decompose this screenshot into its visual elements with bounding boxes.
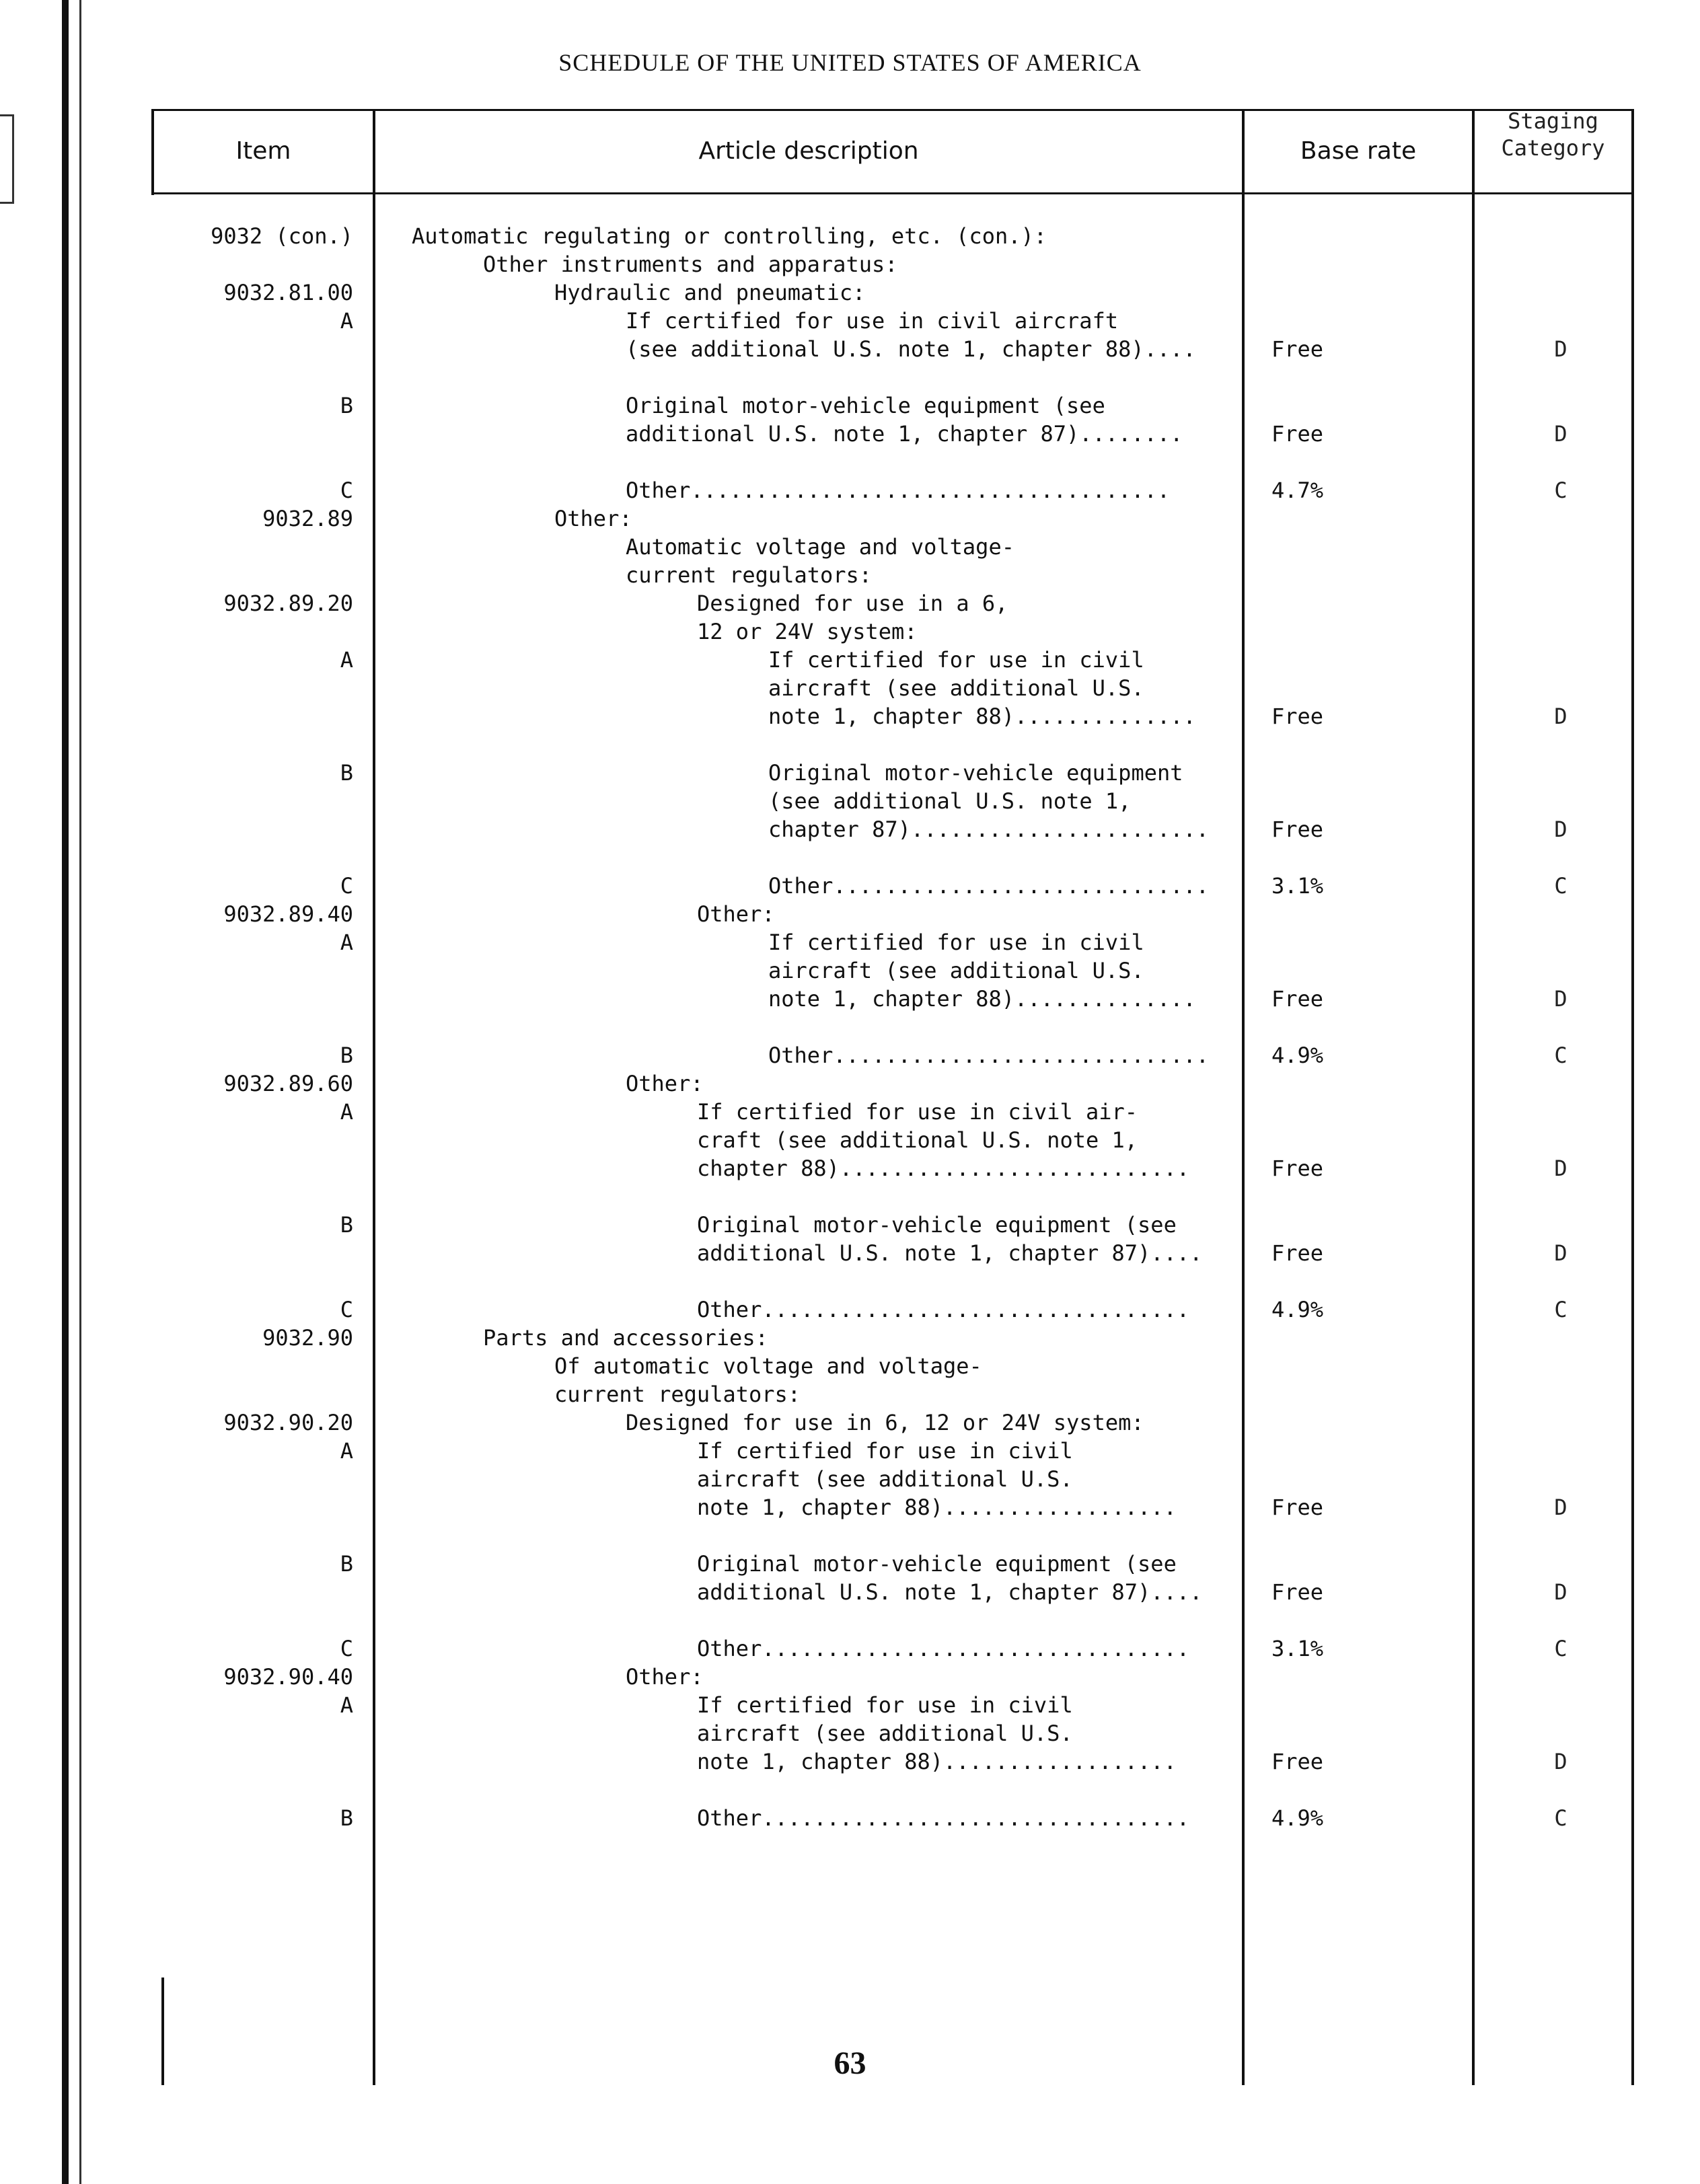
article-description: craft (see additional U.S. note 1, xyxy=(697,1127,1138,1153)
base-rate: Free xyxy=(1271,986,1324,1012)
base-rate: Free xyxy=(1271,1495,1324,1520)
article-description: Other..................................... xyxy=(626,478,1171,503)
article-description: If certified for use in civil xyxy=(768,930,1144,955)
staging-category: D xyxy=(1554,1156,1567,1181)
page-title: SCHEDULE OF THE UNITED STATES OF AMERICA xyxy=(558,49,1142,76)
article-description: Automatic regulating or controlling, etc. (con.): xyxy=(412,223,1047,249)
staging-category: D xyxy=(1554,1579,1567,1605)
article-description: current regulators: xyxy=(626,562,873,588)
item-number: 9032.90.20 xyxy=(223,1410,353,1435)
article-description: Other: xyxy=(697,901,775,927)
staging-category: D xyxy=(1554,704,1567,729)
article-description: additional U.S. note 1, chapter 87)........ xyxy=(626,421,1183,447)
item-number: C xyxy=(340,1636,353,1661)
article-description: chapter 88)........................... xyxy=(697,1156,1190,1181)
article-description: aircraft (see additional U.S. xyxy=(697,1721,1073,1746)
base-rate: 3.1% xyxy=(1271,873,1324,899)
article-description: current regulators: xyxy=(554,1382,801,1407)
header-base-rate: Base rate xyxy=(1300,137,1417,165)
article-description: note 1, chapter 88).............. xyxy=(768,704,1196,729)
base-rate: Free xyxy=(1271,817,1324,842)
item-number: B xyxy=(340,1805,353,1831)
staging-category: C xyxy=(1554,873,1567,899)
item-number: A xyxy=(340,930,353,955)
item-number: B xyxy=(340,1551,353,1577)
item-number: 9032 (con.) xyxy=(211,223,353,249)
article-description: Of automatic voltage and voltage- xyxy=(554,1353,982,1379)
article-description: (see additional U.S. note 1, xyxy=(768,788,1132,814)
header-staging-line2: Category xyxy=(1501,135,1605,161)
staging-category: C xyxy=(1554,1636,1567,1661)
article-description: chapter 87)....................... xyxy=(768,817,1210,842)
article-description: 12 or 24V system: xyxy=(697,619,918,644)
column-divider-right xyxy=(1631,109,1634,2085)
item-number: A xyxy=(340,1099,353,1125)
scan-edge-line xyxy=(79,0,81,2184)
article-description: Other................................. xyxy=(697,1636,1190,1661)
article-description: additional U.S. note 1, chapter 87).... xyxy=(697,1240,1203,1266)
article-description: note 1, chapter 88).................. xyxy=(697,1749,1177,1774)
staging-category: D xyxy=(1554,1749,1567,1774)
page-number: 63 xyxy=(834,2045,866,2081)
base-rate: Free xyxy=(1271,421,1324,447)
article-description: aircraft (see additional U.S. xyxy=(768,675,1144,701)
article-description: Other: xyxy=(554,506,632,531)
article-description: aircraft (see additional U.S. xyxy=(768,958,1144,983)
staging-category: C xyxy=(1554,1297,1567,1322)
scan-binding-edge-left xyxy=(62,0,69,2184)
article-description: note 1, chapter 88).................. xyxy=(697,1495,1177,1520)
staging-category: D xyxy=(1554,1495,1567,1520)
staging-category: C xyxy=(1554,1805,1567,1831)
article-description: Other................................. xyxy=(697,1297,1190,1322)
article-description: Parts and accessories: xyxy=(483,1325,768,1351)
staging-category: D xyxy=(1554,421,1567,447)
base-rate: Free xyxy=(1271,704,1324,729)
item-number: B xyxy=(340,393,353,418)
article-description: If certified for use in civil aircraft xyxy=(626,308,1119,334)
item-number: 9032.89.20 xyxy=(223,591,353,616)
base-rate: 4.9% xyxy=(1271,1805,1324,1831)
item-number: 9032.90.40 xyxy=(223,1664,353,1690)
article-description: Other instruments and apparatus: xyxy=(483,252,898,277)
header-staging-line1: Staging xyxy=(1508,108,1598,134)
article-description: Other................................. xyxy=(697,1805,1190,1831)
header-item: Item xyxy=(235,137,291,165)
item-number: 9032.89.40 xyxy=(223,901,353,927)
article-description: Designed for use in a 6, xyxy=(697,591,1008,616)
article-description: Designed for use in 6, 12 or 24V system: xyxy=(626,1410,1144,1435)
article-description: Original motor-vehicle equipment xyxy=(768,760,1183,786)
article-description: additional U.S. note 1, chapter 87).... xyxy=(697,1579,1203,1605)
article-description: If certified for use in civil xyxy=(697,1692,1073,1718)
header-article-description: Article description xyxy=(698,137,919,165)
item-number: 9032.89.60 xyxy=(223,1071,353,1096)
item-number: 9032.89 xyxy=(262,506,353,531)
item-number: B xyxy=(340,1043,353,1068)
article-description: Other: xyxy=(626,1664,704,1690)
column-divider-item-desc xyxy=(373,109,375,2085)
article-description: If certified for use in civil xyxy=(697,1438,1073,1464)
item-number: C xyxy=(340,873,353,899)
article-description: Other............................. xyxy=(768,873,1210,899)
article-description: Other: xyxy=(626,1071,704,1096)
base-rate: Free xyxy=(1271,336,1324,362)
base-rate: Free xyxy=(1271,1156,1324,1181)
article-description: If certified for use in civil xyxy=(768,647,1144,673)
staging-category: D xyxy=(1554,336,1567,362)
scan-margin-box-top xyxy=(0,114,13,116)
item-number: 9032.81.00 xyxy=(223,280,353,305)
article-description: (see additional U.S. note 1, chapter 88).... xyxy=(626,336,1196,362)
staging-category: C xyxy=(1554,478,1567,503)
scan-margin-box-bottom xyxy=(0,202,13,204)
article-description: Automatic voltage and voltage- xyxy=(626,534,1014,560)
staging-category: D xyxy=(1554,986,1567,1012)
staging-category: D xyxy=(1554,1240,1567,1266)
item-number: C xyxy=(340,1297,353,1322)
item-number: 9032.90 xyxy=(262,1325,353,1351)
item-number: B xyxy=(340,760,353,786)
base-rate: 4.9% xyxy=(1271,1043,1324,1068)
base-rate: Free xyxy=(1271,1749,1324,1774)
base-rate: 4.7% xyxy=(1271,478,1324,503)
base-rate: 4.9% xyxy=(1271,1297,1324,1322)
article-description: aircraft (see additional U.S. xyxy=(697,1466,1073,1492)
item-number: A xyxy=(340,308,353,334)
item-number: B xyxy=(340,1212,353,1238)
header-staging-category xyxy=(1475,108,1631,161)
column-divider-rate-stage xyxy=(1472,109,1475,2085)
article-description: Hydraulic and pneumatic: xyxy=(554,280,866,305)
article-description: Other............................. xyxy=(768,1043,1210,1068)
article-description: note 1, chapter 88).............. xyxy=(768,986,1196,1012)
base-rate: Free xyxy=(1271,1240,1324,1266)
article-description: Original motor-vehicle equipment (see xyxy=(697,1551,1177,1577)
item-number: A xyxy=(340,1438,353,1464)
item-number: A xyxy=(340,1692,353,1718)
article-description: Original motor-vehicle equipment (see xyxy=(626,393,1105,418)
article-description: Original motor-vehicle equipment (see xyxy=(697,1212,1177,1238)
staging-category: C xyxy=(1554,1043,1567,1068)
column-divider-desc-rate xyxy=(1242,109,1245,2085)
base-rate: 3.1% xyxy=(1271,1636,1324,1661)
item-number: A xyxy=(340,647,353,673)
item-number: C xyxy=(340,478,353,503)
base-rate: Free xyxy=(1271,1579,1324,1605)
staging-category: D xyxy=(1554,817,1567,842)
scan-margin-box-side xyxy=(12,114,14,204)
article-description: If certified for use in civil air- xyxy=(697,1099,1138,1125)
